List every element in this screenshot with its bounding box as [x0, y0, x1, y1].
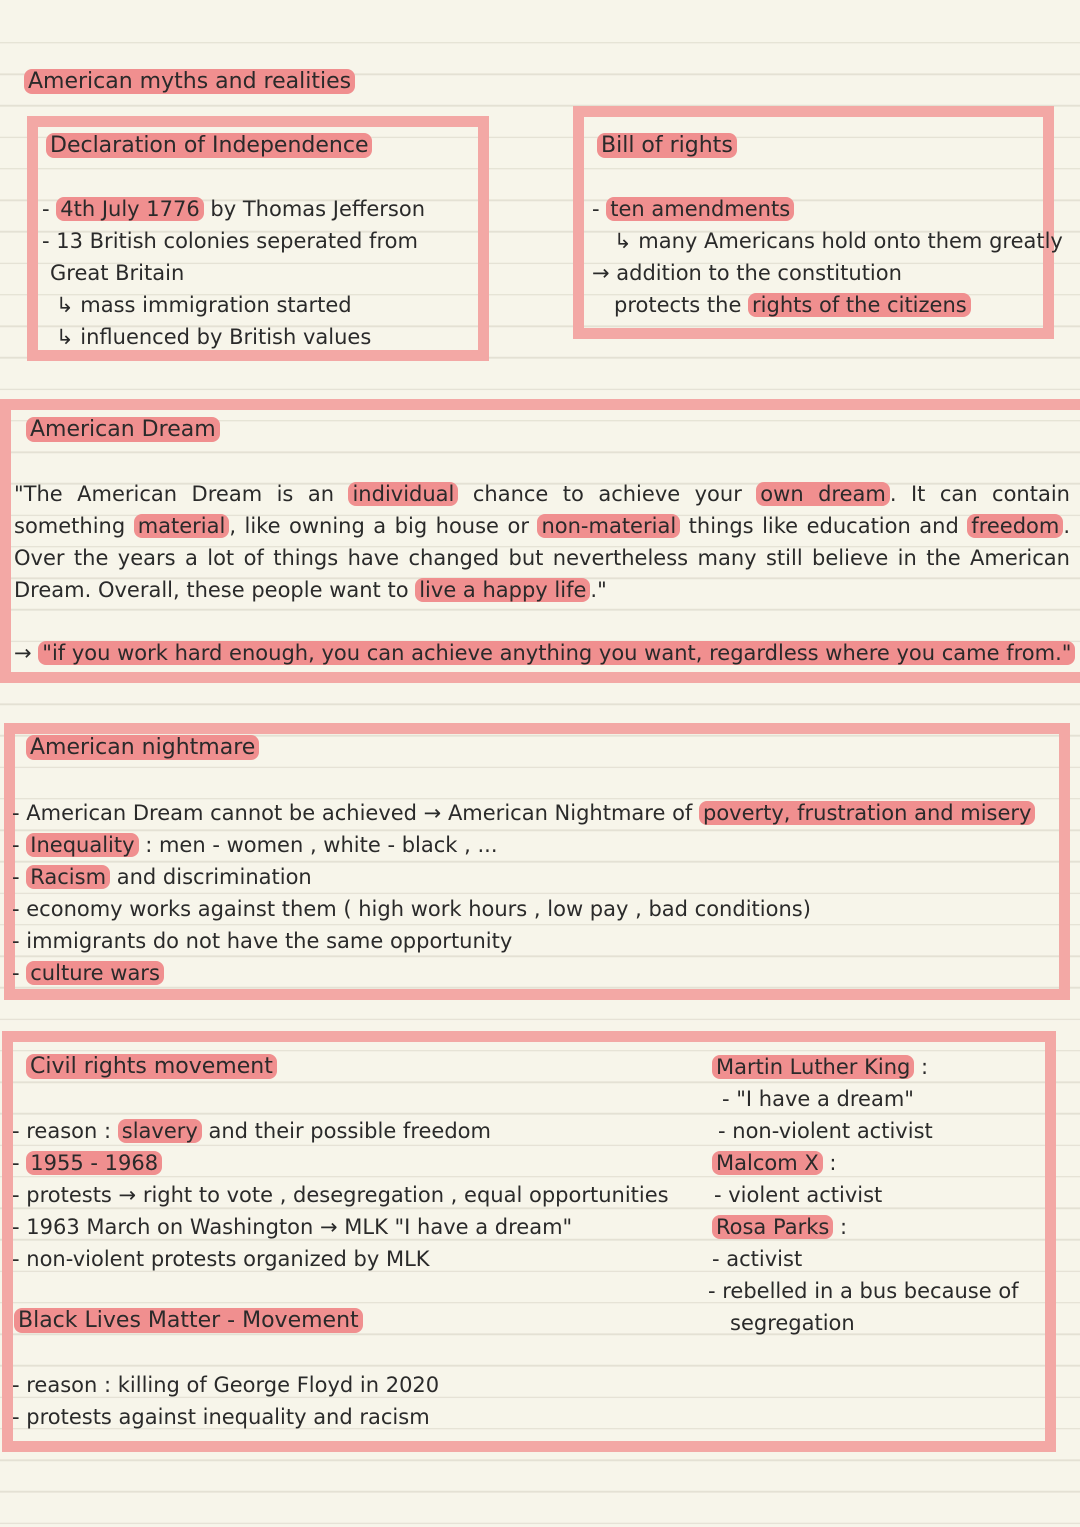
page-title: American myths and realities	[24, 67, 355, 97]
nightmare-line-1: - American Dream cannot be achieved → American Nightmare of poverty, frustration and misery	[12, 798, 1035, 828]
mlk-line-1: - "I have a dream"	[722, 1087, 914, 1111]
bill-line-4: protects the rights of the citizens	[614, 290, 971, 320]
declaration-title: Declaration of Independence	[46, 131, 372, 161]
bill-line-2: ↳ many Americans hold onto them greatly	[614, 229, 1063, 253]
civil-title: Civil rights movement	[26, 1052, 277, 1082]
civil-line-2: - 1955 - 1968	[12, 1148, 162, 1178]
civil-line-3: - protests → right to vote , desegregation , equal opportunities	[12, 1183, 669, 1207]
nightmare-line-3: - Racism and discrimination	[12, 865, 312, 889]
blm-line-2: - protests against inequality and racism	[12, 1405, 430, 1429]
blm-title: Black Lives Matter - Movement	[14, 1306, 363, 1336]
bill-title: Bill of rights	[597, 131, 737, 161]
rosa-line-1: - activist	[712, 1247, 803, 1271]
declaration-line-5: ↳ influenced by British values	[56, 325, 372, 349]
declaration-line-3: Great Britain	[50, 261, 185, 285]
declaration-line-4: ↳ mass immigration started	[56, 293, 352, 317]
civil-line-4: - 1963 March on Washington → MLK "I have a dream"	[12, 1215, 573, 1239]
malcolm-name: Malcom X :	[712, 1148, 837, 1178]
declaration-line-2: - 13 British colonies seperated from	[42, 229, 418, 253]
nightmare-line-2: - Inequality : men - women , white - black , ...	[12, 833, 498, 857]
dream-paragraph: "The American Dream is an individual chance to achieve your own dream . It can contain something material , like owning a big house or non-material things like education and freedom . Over the years a lot of things have changed but nevertheless many still believe in the American Dream. Overall, these people want to live a happy life ."	[14, 482, 1071, 602]
nightmare-line-4: - economy works against them ( high work hours , low pay , bad conditions)	[12, 897, 811, 921]
nightmare-line-5: - immigrants do not have the same opportunity	[12, 929, 513, 953]
declaration-date-line: - 4th July 1776 by Thomas Jefferson	[42, 197, 426, 221]
nightmare-title: American nightmare	[26, 733, 259, 763]
dream-quote: → "if you work hard enough, you can achieve anything you want, regardless where you came from."	[14, 638, 1075, 668]
blm-line-1: - reason : killing of George Floyd in 2020	[12, 1373, 440, 1397]
nightmare-line-6: - culture wars	[12, 958, 164, 988]
dream-title: American Dream	[26, 415, 220, 445]
malcolm-line-1: - violent activist	[714, 1183, 883, 1207]
bill-line-3: → addition to the constitution	[592, 261, 902, 285]
civil-line-1: - reason : slavery and their possible freedom	[12, 1119, 491, 1143]
bill-line-1: - ten amendments	[592, 194, 794, 224]
mlk-name: Martin Luther King :	[712, 1052, 928, 1082]
rosa-line-3: segregation	[730, 1311, 855, 1335]
civil-line-5: - non-violent protests organized by MLK	[12, 1247, 430, 1271]
rosa-name: Rosa Parks :	[712, 1212, 847, 1242]
rosa-line-2: - rebelled in a bus because of	[708, 1279, 1019, 1303]
mlk-line-2: - non-violent activist	[718, 1119, 933, 1143]
